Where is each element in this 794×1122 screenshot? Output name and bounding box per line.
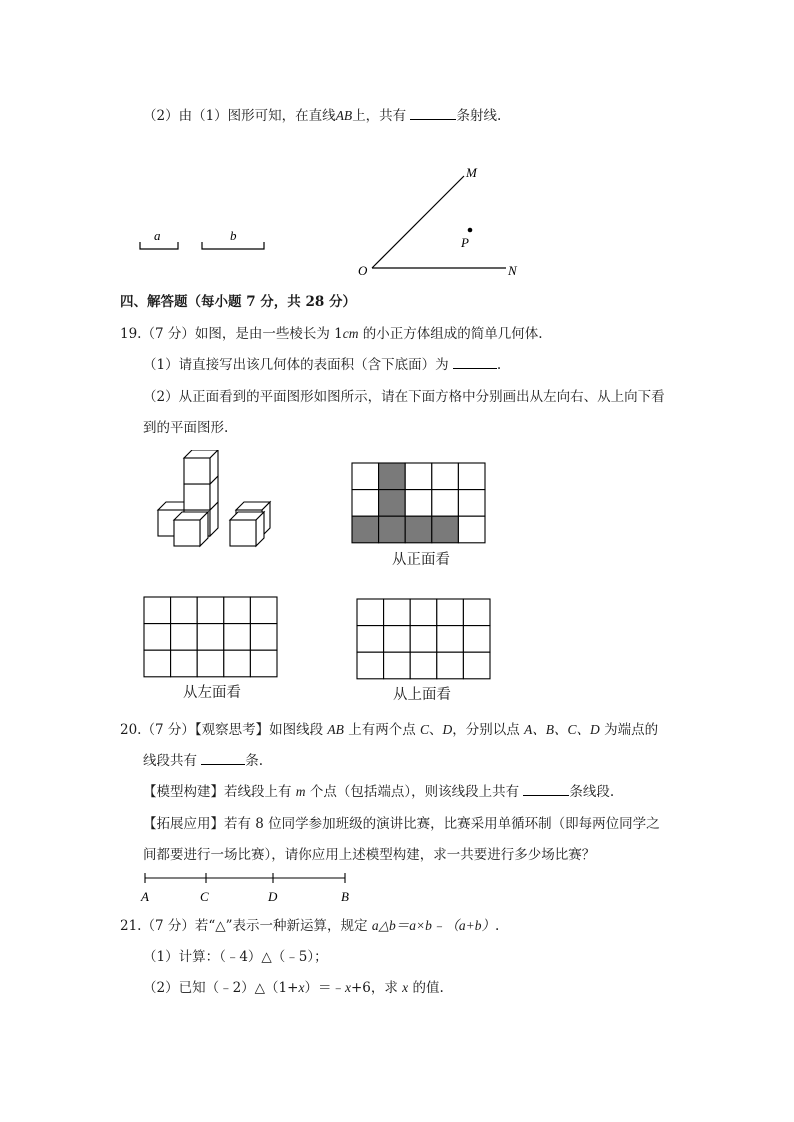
caption-top-view: 从上面看 <box>393 687 451 703</box>
svg-text:D: D <box>268 889 278 904</box>
grid-cell[interactable] <box>250 597 277 624</box>
grid-cell[interactable] <box>224 624 251 651</box>
section-title: 四、解答题（每小题 7 分，共 28 分） <box>120 294 356 310</box>
grid-cell-shaded <box>352 516 379 543</box>
grid-cell <box>432 463 459 490</box>
grid-cell[interactable] <box>197 597 224 624</box>
answer-blank[interactable] <box>523 783 569 796</box>
grid-cell[interactable] <box>144 624 171 651</box>
grid-cell[interactable] <box>224 597 251 624</box>
point-P <box>468 228 473 233</box>
cube-solid-figure <box>148 450 278 550</box>
grid-cell[interactable] <box>250 650 277 677</box>
left-view-grid[interactable] <box>143 596 279 678</box>
q21-stem: 21.（7 分）若“△”表示一种新运算，规定 a△b＝a×b﹣（a+b）. <box>120 918 500 934</box>
grid-cell <box>458 516 485 543</box>
grid-cell <box>405 463 432 490</box>
answer-blank[interactable] <box>410 107 456 120</box>
q20-ext-line1: 【拓展应用】若有 8 位同学参加班级的演讲比赛，比赛采用单循环制（即每两位同学之 <box>143 816 660 832</box>
grid-cell-shaded <box>379 463 406 490</box>
grid-cell <box>432 490 459 517</box>
grid-cell <box>458 490 485 517</box>
svg-text:M: M <box>466 165 477 180</box>
q20-line1: 20.（7 分）【观察思考】如图线段 AB 上有两个点 C、D，分别以点 A、B、C、D 为端点的 <box>120 722 659 738</box>
segment-a-label: a <box>154 228 161 243</box>
caption-front-view: 从正面看 <box>392 552 450 568</box>
grid-cell-shaded <box>379 516 406 543</box>
grid-cell[interactable] <box>384 599 411 626</box>
q18-figure <box>0 160 560 285</box>
grid-cell[interactable] <box>357 652 384 679</box>
grid-cell-shaded <box>432 516 459 543</box>
grid-cell[interactable] <box>437 626 464 653</box>
grid-cell <box>352 490 379 517</box>
segment-b-label: b <box>230 228 237 243</box>
q19-part1: （1）请直接写出该几何体的表面积（含下底面）为 . <box>143 357 502 373</box>
grid-cell[interactable] <box>437 599 464 626</box>
grid-cell[interactable] <box>357 599 384 626</box>
grid-cell[interactable] <box>357 626 384 653</box>
svg-text:C: C <box>200 889 209 904</box>
grid-cell[interactable] <box>144 597 171 624</box>
grid-cell[interactable] <box>410 626 437 653</box>
segment-AB-figure <box>130 870 370 906</box>
grid-cell[interactable] <box>171 650 198 677</box>
grid-cell[interactable] <box>463 599 490 626</box>
grid-cell-shaded <box>405 516 432 543</box>
grid-cell <box>458 463 485 490</box>
grid-cell <box>352 463 379 490</box>
q18-part2: （2）由（1）图形可知，在直线AB上，共有 条射线. <box>143 108 502 124</box>
svg-text:O: O <box>358 263 368 278</box>
grid-cell-shaded <box>379 490 406 517</box>
q20-line2: 线段共有 条. <box>143 753 264 769</box>
q19-stem: 19.（7 分）如图，是由一些棱长为 1cm 的小正方体组成的简单几何体. <box>120 326 543 342</box>
top-view-grid[interactable] <box>356 598 492 680</box>
grid-cell[interactable] <box>197 624 224 651</box>
grid-cell[interactable] <box>250 624 277 651</box>
q21-part2: （2）已知（﹣2）△（1+x）＝﹣x+6，求 x 的值. <box>143 980 444 996</box>
grid-cell[interactable] <box>171 624 198 651</box>
grid-cell[interactable] <box>144 650 171 677</box>
q19-part2-line1: （2）从正面看到的平面图形如图所示，请在下面方格中分别画出从左向右、从上向下看 <box>143 389 665 405</box>
grid-cell[interactable] <box>463 626 490 653</box>
ray-OM <box>372 176 464 268</box>
svg-text:N: N <box>508 263 517 278</box>
grid-cell[interactable] <box>437 652 464 679</box>
grid-cell[interactable] <box>224 650 251 677</box>
q21-part1: （1）计算：（﹣4）△（﹣5）； <box>143 949 328 965</box>
q20-ext-line2: 间都要进行一场比赛），请你应用上述模型构建，求一共要进行多少场比赛？ <box>143 847 596 863</box>
grid-cell[interactable] <box>197 650 224 677</box>
answer-blank[interactable] <box>453 356 497 369</box>
grid-cell[interactable] <box>463 652 490 679</box>
grid-cell[interactable] <box>171 597 198 624</box>
svg-text:A: A <box>141 889 149 904</box>
q20-model: 【模型构建】若线段上有 m 个点（包括端点），则该线段上共有 条线段. <box>143 784 615 800</box>
grid-cell[interactable] <box>384 626 411 653</box>
answer-blank[interactable] <box>201 752 245 765</box>
q19-part2-line2: 到的平面图形. <box>143 420 229 436</box>
svg-text:P: P <box>461 235 469 250</box>
grid-cell[interactable] <box>410 599 437 626</box>
grid-cell[interactable] <box>384 652 411 679</box>
grid-cell[interactable] <box>410 652 437 679</box>
svg-text:B: B <box>341 889 349 904</box>
grid-cell <box>405 490 432 517</box>
caption-left-view: 从左面看 <box>183 685 241 701</box>
front-view-grid <box>351 462 487 544</box>
